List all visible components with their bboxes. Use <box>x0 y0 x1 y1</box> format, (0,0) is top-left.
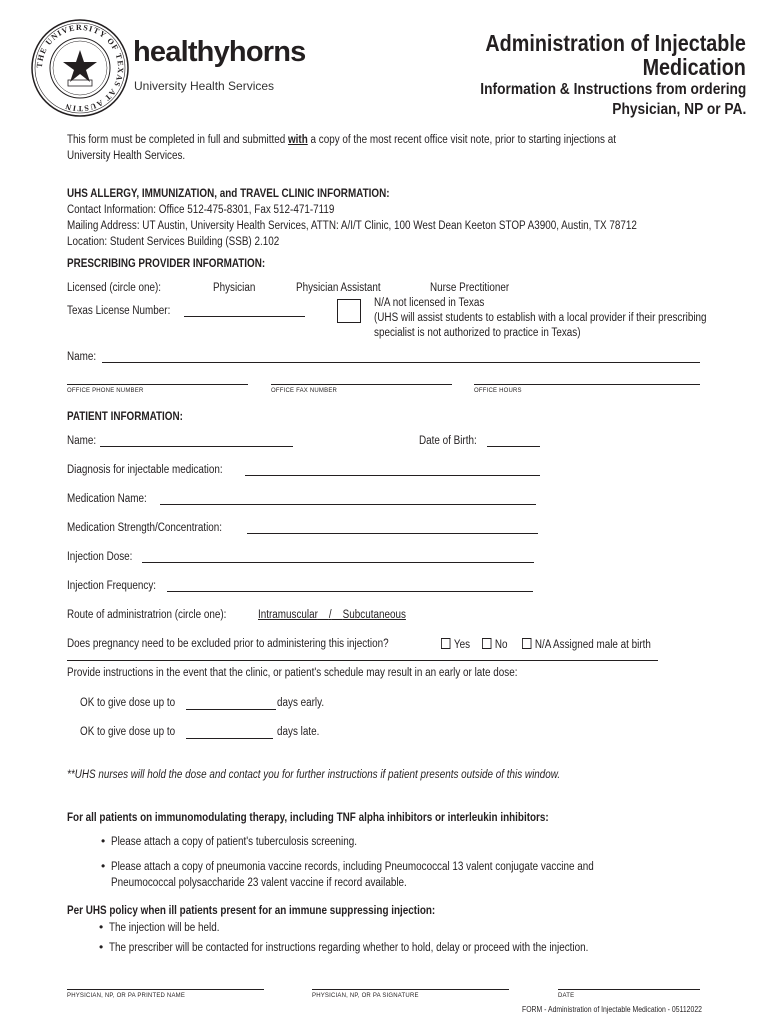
injection-frequency-field[interactable] <box>167 591 533 592</box>
not-licensed-label: N/A not licensed in Texas <box>374 297 485 309</box>
pregnancy-question: Does pregnancy need to be excluded prior to administering this injection? <box>67 638 389 650</box>
pregnancy-no[interactable]: No <box>482 638 508 651</box>
window-note: **UHS nurses will hold the dose and contact you for further instructions if patient presents outside of this window. <box>67 769 561 781</box>
office-phone-field[interactable] <box>67 384 248 385</box>
intro-text-line2: University Health Services. <box>67 150 186 162</box>
date-label: DATE <box>558 993 575 999</box>
policy-bullet-held: The injection will be held. <box>109 922 220 934</box>
date-field[interactable] <box>558 989 700 990</box>
provider-heading: PRESCRIBING PROVIDER INFORMATION: <box>67 258 266 270</box>
bullet-icon: • <box>101 834 106 848</box>
bullet-icon: • <box>99 940 104 954</box>
immuno-bullet-pneumonia-line2: Pneumococcal polysaccharide 23 valent vaccine if record available. <box>111 877 407 889</box>
not-licensed-note-line2: specialist is not authorized to practice in Texas) <box>374 327 581 339</box>
licensed-label: Licensed (circle one): <box>67 282 162 294</box>
immuno-heading: For all patients on immunomodulating therapy, including TNF alpha inhibitors or interleukin inhibitors: <box>67 812 549 824</box>
signature-field[interactable] <box>312 989 509 990</box>
medication-name-field[interactable] <box>160 504 536 505</box>
office-phone-label: OFFICE PHONE NUMBER <box>67 388 144 394</box>
office-hours-field[interactable] <box>474 384 700 385</box>
form-subtitle-line2: Physician, NP or PA. <box>611 101 746 118</box>
provider-name-field[interactable] <box>102 362 700 363</box>
option-physician[interactable]: Physician <box>213 282 256 294</box>
patient-name-field[interactable] <box>100 446 293 447</box>
injection-dose-field[interactable] <box>142 562 534 563</box>
route-subcutaneous[interactable]: Subcutaneous <box>342 609 406 621</box>
bullet-icon: • <box>99 920 104 934</box>
clinic-mailing: Mailing Address: UT Austin, University Health Services, ATTN: A/I/T Clinic, 100 West Dean Keeton STOP A3900, Austin, TX 78712 <box>67 220 637 232</box>
printed-name-label: PHYSICIAN, NP, OR PA PRINTED NAME <box>67 993 186 999</box>
diagnosis-field[interactable] <box>245 475 540 476</box>
brand-subtitle: University Health Services <box>134 79 275 93</box>
late-days-field[interactable] <box>186 738 273 739</box>
university-seal <box>30 18 130 118</box>
not-licensed-checkbox[interactable] <box>337 299 361 323</box>
patient-name-label: Name: <box>67 435 97 447</box>
late-dose-prefix: OK to give dose up to <box>80 726 176 738</box>
form-title-line2: Medication <box>642 54 746 80</box>
injection-dose-label: Injection Dose: <box>67 551 133 563</box>
pregnancy-yes[interactable]: Yes <box>441 638 470 651</box>
immuno-bullet-pneumonia-line1: Please attach a copy of pneumonia vaccine records, including Pneumococcal 13 valent conjugate vaccine and <box>111 861 594 873</box>
route-intramuscular[interactable]: Intramuscular <box>258 609 318 621</box>
section-divider <box>67 660 658 661</box>
license-number-label: Texas License Number: <box>67 305 171 317</box>
office-hours-label: OFFICE HOURS <box>474 388 522 394</box>
printed-name-field[interactable] <box>67 989 264 990</box>
option-physician-assistant[interactable]: Physician Assistant <box>296 282 381 294</box>
dob-field[interactable] <box>487 446 540 447</box>
brand-name: healthyhorns <box>133 36 306 68</box>
signature-label: PHYSICIAN, NP, OR PA SIGNATURE <box>312 993 419 999</box>
office-fax-label: OFFICE FAX NUMBER <box>271 388 338 394</box>
immuno-bullet-tb: Please attach a copy of patient's tuberculosis screening. <box>111 836 357 848</box>
clinic-contact: Contact Information: Office 512-475-8301, Fax 512-471-7119 <box>67 204 335 216</box>
checkbox-icon[interactable] <box>482 638 491 649</box>
route-label: Route of administratrion (circle one): <box>67 609 227 621</box>
early-dose-suffix: days early. <box>277 697 325 709</box>
seal-text: THE UNIVERSITY OF TEXAS AT AUSTIN <box>34 22 126 114</box>
pregnancy-na[interactable]: N/A Assigned male at birth <box>522 638 651 651</box>
checkbox-icon[interactable] <box>441 638 450 649</box>
policy-heading: Per UHS policy when ill patients present for an immune suppressing injection: <box>67 905 436 917</box>
form-subtitle-line1: Information & Instructions from ordering <box>479 81 746 98</box>
policy-bullet-contact: The prescriber will be contacted for instructions regarding whether to hold, delay or proceed with the injection. <box>109 942 589 954</box>
not-licensed-note-line1: (UHS will assist students to establish with a local provider if their prescribing <box>374 312 707 324</box>
office-fax-field[interactable] <box>271 384 452 385</box>
form-id: FORM - Administration of Injectable Medication - 05112022 <box>522 1005 702 1014</box>
injection-frequency-label: Injection Frequency: <box>67 580 157 592</box>
strength-label: Medication Strength/Concentration: <box>67 522 223 534</box>
early-dose-prefix: OK to give dose up to <box>80 697 176 709</box>
checkbox-icon[interactable] <box>522 638 531 649</box>
bullet-icon: • <box>101 859 106 873</box>
patient-heading: PATIENT INFORMATION: <box>67 411 183 423</box>
intro-text: This form must be completed in full and submitted with a copy of the most recent office visit note, prior to starting injections at <box>67 134 616 146</box>
strength-field[interactable] <box>247 533 538 534</box>
license-number-field[interactable] <box>184 316 305 317</box>
dob-label: Date of Birth: <box>419 435 477 447</box>
schedule-instructions: Provide instructions in the event that the clinic, or patient's schedule may result in an early or late dose: <box>67 667 518 679</box>
route-options: Intramuscular / Subcutaneous <box>258 609 406 621</box>
option-nurse-practitioner[interactable]: Nurse Prectitioner <box>430 282 510 294</box>
clinic-heading: UHS ALLERGY, IMMUNIZATION, and TRAVEL CLINIC INFORMATION: <box>67 188 390 200</box>
form-title-line1: Administration of Injectable <box>485 30 746 56</box>
diagnosis-label: Diagnosis for injectable medication: <box>67 464 223 476</box>
provider-name-label: Name: <box>67 351 97 363</box>
intro-emphasis: with <box>287 134 308 146</box>
early-days-field[interactable] <box>186 709 276 710</box>
medication-name-label: Medication Name: <box>67 493 147 505</box>
clinic-location: Location: Student Services Building (SSB) 2.102 <box>67 236 280 248</box>
late-dose-suffix: days late. <box>277 726 320 738</box>
